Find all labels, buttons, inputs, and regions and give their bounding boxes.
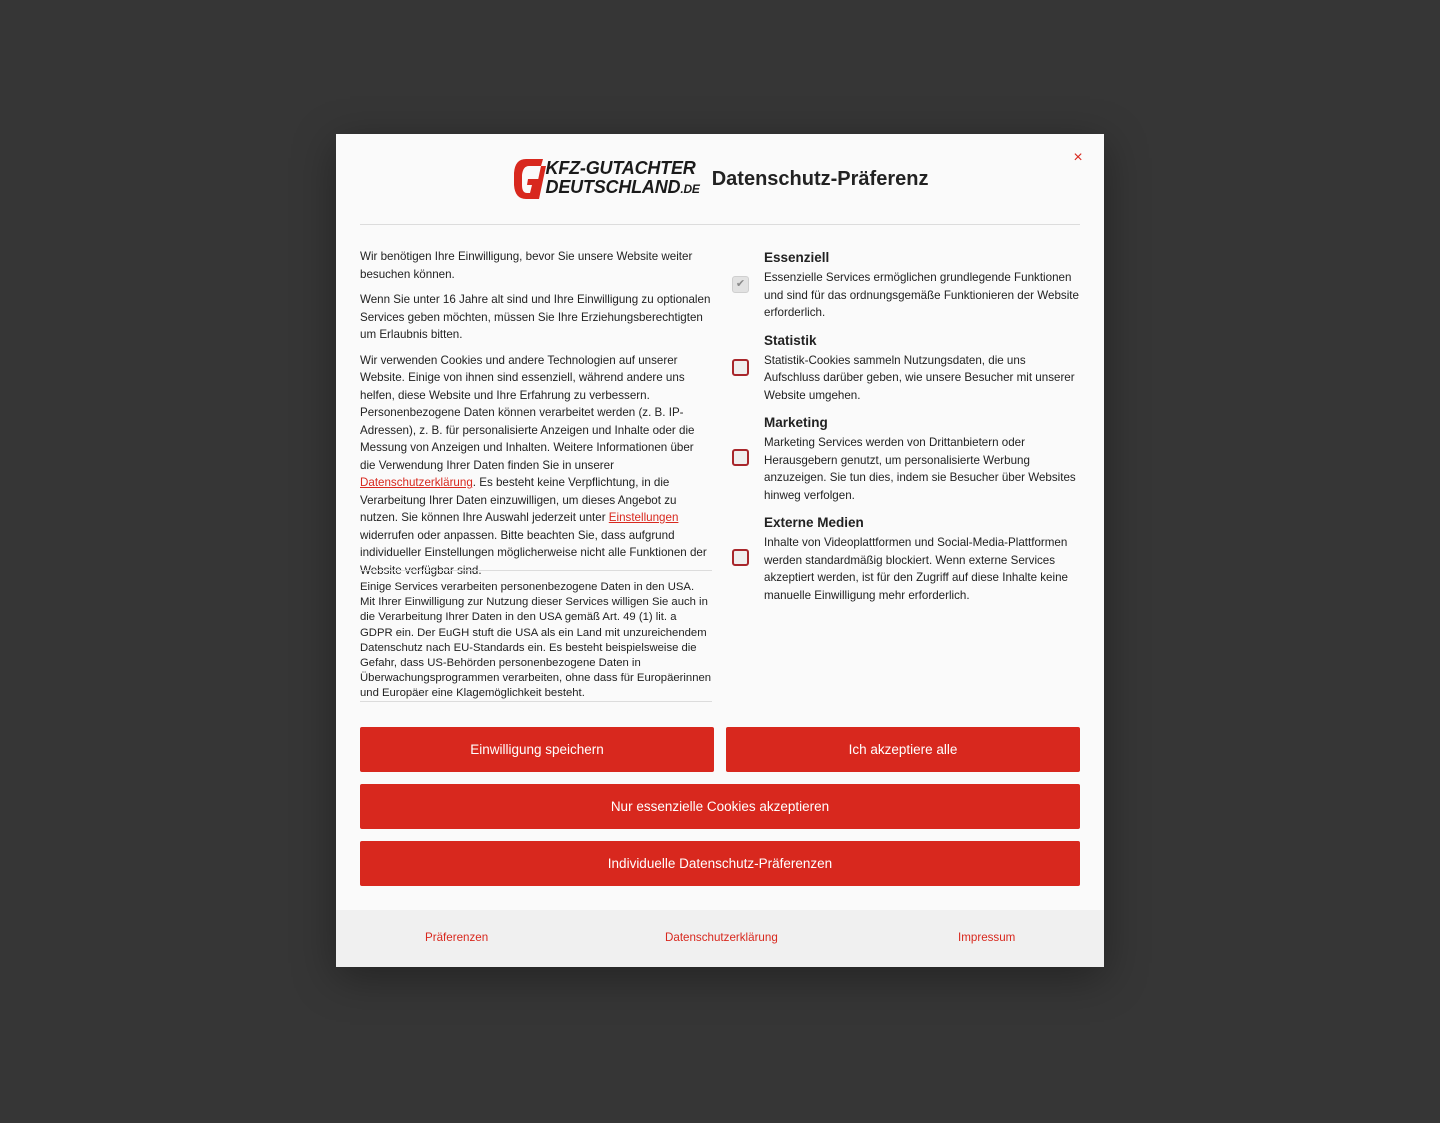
privacy-policy-link[interactable]: Datenschutzerklärung [360, 476, 473, 489]
category-description: Statistik-Cookies sammeln Nutzungsdaten, die uns Aufschluss darüber geben, wie unsere Besucher mit unserer Website umgehen. [764, 353, 1075, 402]
marketing-checkbox[interactable] [732, 449, 749, 466]
category-name: Externe Medien [764, 515, 864, 530]
intro-paragraph-3 [360, 352, 712, 580]
category-statistics [728, 331, 1080, 405]
intro-paragraph-3-part-a: Wir verwenden Cookies und andere Technologien auf unserer Website. Einige von ihnen sind essenziell, während andere uns helfen, diese Website und Ihre Erfahrung zu verbessern. Personenbezogene Daten können verarbeitet werden (z. B. IP-Adressen), z. B. für personalisierte Anzeigen und Inhalte oder die Messung von Anzeigen und Inhalten. Weitere Informationen über die Verwendung Ihrer Daten finden Sie in unserer [360, 353, 695, 472]
category-description: Marketing Services werden von Drittanbietern oder Herausgebern genutzt, um personalisierte Werbung anzuzeigen. Sie tun dies, indem sie Besucher über Websites hinweg verfolgen. [764, 436, 1076, 502]
essential-only-button[interactable]: Nur essenzielle Cookies akzeptieren [360, 784, 1080, 829]
save-consent-button[interactable]: Einwilligung speichern [360, 727, 714, 772]
footer-privacy-link[interactable]: Datenschutzerklärung [665, 931, 778, 944]
privacy-dialog [336, 134, 1104, 967]
accept-all-button[interactable]: Ich akzeptiere alle [726, 727, 1080, 772]
external-media-checkbox[interactable] [732, 549, 749, 566]
category-name: Essenziell [764, 250, 830, 265]
dialog-footer [336, 910, 1104, 967]
logo-line1: KFZ-GUTACHTER [545, 158, 696, 178]
category-marketing [728, 413, 1080, 504]
individual-preferences-button[interactable]: Individuelle Datenschutz-Präferenzen [360, 841, 1080, 886]
intro-paragraph-2: Wenn Sie unter 16 Jahre alt sind und Ihre Einwilligung zu optionalen Services geben möchten, müssen Sie Ihre Erziehungsberechtigten um Erlaubnis bitten. [360, 293, 711, 341]
close-icon[interactable]: × [1073, 149, 1083, 166]
essential-checkbox[interactable] [732, 276, 749, 293]
intro-paragraph-3-part-b: . Es besteht keine Verpflichtung, in die Verarbeitung Ihrer Daten einzuwilligen, um dieses Angebot zu nutzen. Sie können Ihre Auswahl jederzeit unter [360, 476, 677, 524]
statistics-checkbox[interactable] [732, 359, 749, 376]
category-essential [728, 248, 1080, 322]
dialog-header [360, 134, 1080, 225]
category-name: Marketing [764, 415, 828, 430]
brand-logo [512, 153, 700, 205]
dialog-title: Datenschutz-Präferenz [711, 167, 929, 190]
category-list [728, 248, 1080, 613]
checkmark-icon: ✔ [735, 278, 746, 290]
intro-paragraph-1: Wir benötigen Ihre Einwilligung, bevor Sie unsere Website weiter besuchen können. [360, 250, 693, 281]
footer-imprint-link[interactable]: Impressum [958, 931, 1016, 944]
logo-suffix: .DE [680, 182, 700, 196]
footer-preferences-link[interactable]: Präferenzen [425, 931, 489, 944]
category-description: Essenzielle Services ermöglichen grundlegende Funktionen und sind für das ordnungsgemäße Funktionieren der Website erforderlich. [764, 271, 1079, 319]
intro-text [360, 248, 712, 587]
usa-notice[interactable]: Einige Services verarbeiten personenbezogene Daten in den USA. Mit Ihrer Einwilligung zur Nutzung dieser Services willigen Sie auch in die Verarbeitung Ihrer Daten in den USA gemäß Art. 49 (1) lit. a GDPR ein. Der EuGH stuft die USA als ein Land mit unzureichendem Datenschutz nach EU-Standards ein. Es besteht beispielsweise die Gefahr, dass US-Behörden personenbezogene Daten in Überwachungsprogrammen verarbeiten, ohne dass für Europäerinnen und Europäer eine Klagemöglichkeit besteht. [360, 570, 712, 702]
category-description: Inhalte von Videoplattformen und Social-Media-Plattformen werden standardmäßig blockiert. Wenn externe Services akzeptiert werden, ist für den Zugriff auf diese Inhalte keine manuelle Einwilligung mehr erforderlich. [764, 536, 1068, 602]
logo-g-mark-icon [512, 153, 546, 205]
settings-link[interactable]: Einstellungen [608, 511, 679, 524]
category-external-media [728, 513, 1080, 604]
intro-paragraph-3-part-c: widerrufen oder anpassen. Bitte beachten Sie, dass aufgrund individueller Einstellungen möglicherweise nicht alle Funktionen der Website verfügbar sind. [360, 528, 707, 577]
category-name: Statistik [764, 332, 817, 348]
logo-line2: DEUTSCHLAND [545, 177, 681, 197]
